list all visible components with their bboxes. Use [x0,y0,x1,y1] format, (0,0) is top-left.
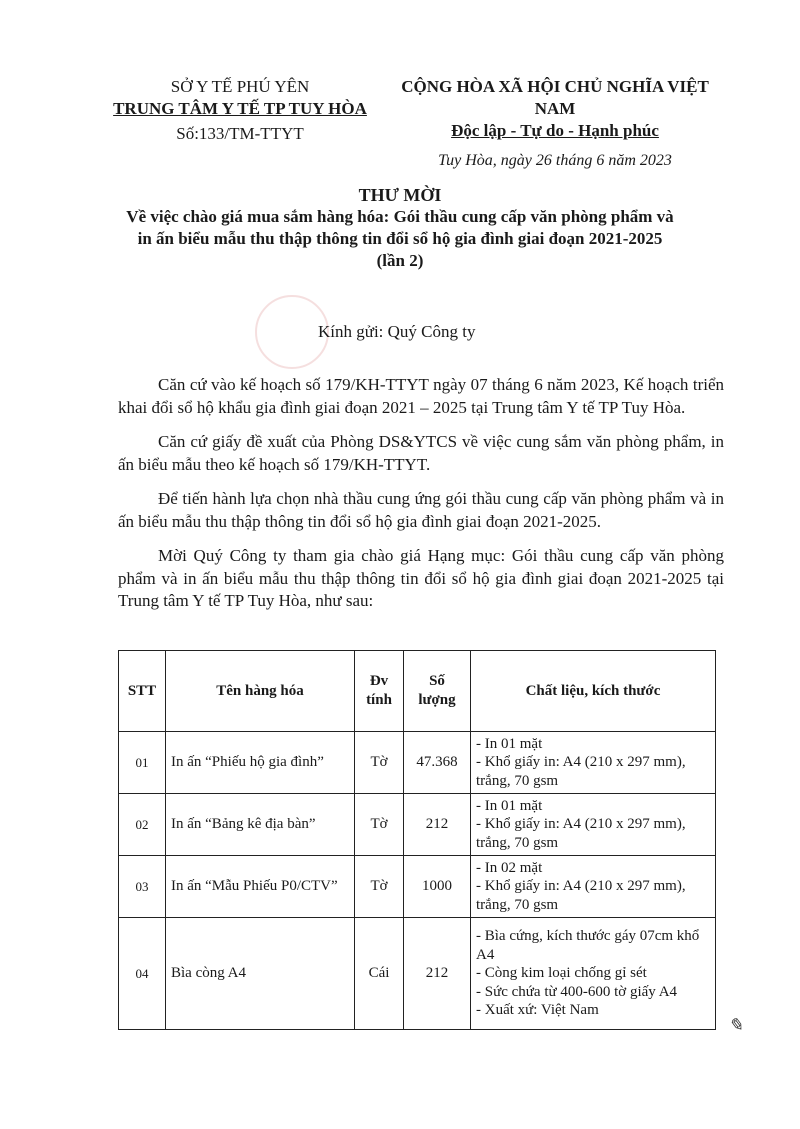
cell-name: Bìa còng A4 [166,918,355,1030]
spec-line: - Khổ giấy in: A4 (210 x 297 mm), trắng, 70 gsm [476,878,686,913]
cell-unit: Tờ [355,794,404,856]
cell-stt: 03 [119,856,166,918]
cell-stt: 01 [119,732,166,794]
cell-stt: 04 [119,918,166,1030]
cell-name: In ấn “Phiếu hộ gia đình” [166,732,355,794]
issuing-agency-block [95,76,385,145]
cell-name: In ấn “Mẫu Phiếu P0/CTV” [166,856,355,918]
spec-line: - Khổ giấy in: A4 (210 x 297 mm), trắng, 70 gsm [476,754,686,789]
cell-qty: 212 [404,794,471,856]
paragraph: Để tiến hành lựa chọn nhà thầu cung ứng gói thầu cung cấp văn phòng phẩm và in ấn biểu mẫu thu thập thông tin đổi sổ hộ gia đình giai đoạn 2021-2025. [118,489,724,531]
body-paragraphs [118,374,724,625]
cell-unit: Tờ [355,732,404,794]
header-spec: Chất liệu, kích thước [471,651,716,732]
spec-line: - Bìa cứng, kích thước gáy 07cm khổ A4 [476,928,700,963]
cell-qty: 47.368 [404,732,471,794]
initial-signature-mark: ✎ [728,1015,744,1036]
subject-line-3: (lần 2) [376,251,424,270]
motto: Độc lập - Tự do - Hạnh phúc [451,121,659,140]
header-unit-line1: Đv [369,673,389,689]
header-unit-line2: tính [366,692,392,708]
header-qty-line1: Số [429,673,445,689]
spec-line: - Sức chứa từ 400-600 tờ giấy A4 [476,983,678,1000]
cell-qty: 212 [404,918,471,1030]
agency-parent: SỞ Y TẾ PHÚ YÊN [170,77,310,96]
spec-line: - In 02 mặt [476,859,543,876]
table-row [119,732,716,794]
cell-qty: 1000 [404,856,471,918]
goods-table [118,650,716,1030]
spec-line: - Còng kim loại chống gỉ sét [476,965,647,982]
header-unit [355,651,404,732]
spec-line: - Khổ giấy in: A4 (210 x 297 mm), trắng, 70 gsm [476,816,686,851]
national-header-block [385,76,725,172]
reference-number: Số:133/TM-TTYT [176,124,304,143]
table-header-row [119,651,716,732]
agency-name: TRUNG TÂM Y TẾ TP TUY HÒA [113,99,367,118]
spec-line: - In 01 mặt [476,797,543,814]
subject-line-1: Về việc chào giá mua sắm hàng hóa: Gói thầu cung cấp văn phòng phẩm và [126,207,674,226]
country-name: CỘNG HÒA XÃ HỘI CHỦ NGHĨA VIỆT NAM [401,77,709,118]
header-stt: STT [119,651,166,732]
paragraph: Căn cứ vào kế hoạch số 179/KH-TTYT ngày 07 tháng 6 năm 2023, Kế hoạch triển khai đổi sổ hộ khẩu gia đình giai đoạn 2021 – 2025 tại Trung tâm Y tế TP Tuy Hòa. [118,375,724,417]
header-qty [404,651,471,732]
document-type: THƯ MỜI [358,185,442,205]
cell-stt: 02 [119,794,166,856]
cell-unit: Cái [355,918,404,1030]
table-row [119,856,716,918]
subject-line-2: in ấn biểu mẫu thu thập thông tin đổi sổ hộ gia đình giai đoạn 2021-2025 [137,229,663,248]
cell-unit: Tờ [355,856,404,918]
cell-spec [471,856,716,918]
spec-line: - Xuất xứ: Việt Nam [476,1002,599,1019]
cell-name: In ấn “Bảng kê địa bàn” [166,794,355,856]
cell-spec [471,918,716,1030]
header-name: Tên hàng hóa [166,651,355,732]
header-qty-line2: lượng [418,692,456,708]
document-title-block [100,184,700,272]
table-row [119,794,716,856]
table-row [119,918,716,1030]
greeting: Kính gửi: Quý Công ty [318,322,476,341]
cell-spec [471,732,716,794]
paragraph: Mời Quý Công ty tham gia chào giá Hạng mục: Gói thầu cung cấp văn phòng phẩm và in ấn biểu mẫu thu thập thông tin đổi sổ hộ gia đình giai đoạn 2021-2025 tại Trung tâm Y tế TP Tuy Hòa, như sau: [118,546,724,610]
spec-line: - In 01 mặt [476,735,543,752]
paragraph: Căn cứ giấy đề xuất của Phòng DS&YTCS về việc cung sắm văn phòng phẩm, in ấn biểu mẫu theo kế hoạch số 179/KH-TTYT. [118,432,724,474]
cell-spec [471,794,716,856]
issue-date: Tuy Hòa, ngày 26 tháng 6 năm 2023 [438,152,672,169]
